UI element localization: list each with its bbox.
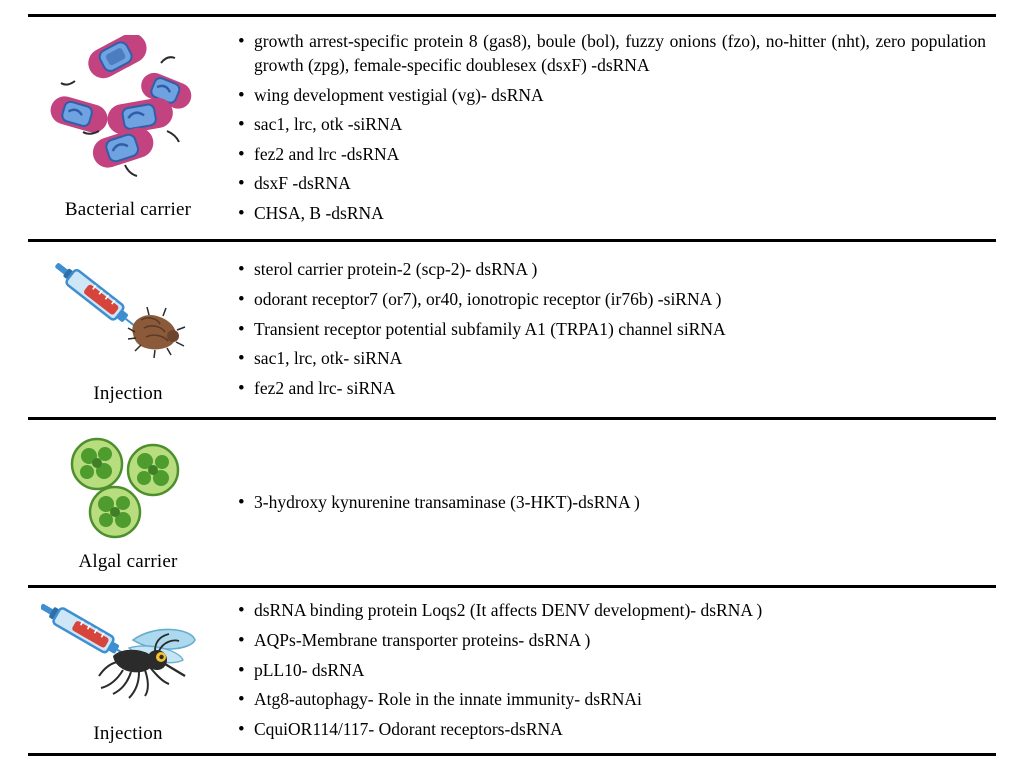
list-item: • pLL10- dsRNA [236,659,986,683]
icon-caption-algal-carrier: Algal carrier [78,551,178,572]
target-list-injection-larva [236,258,986,400]
icon-caption-injection-mosquito: Injection [93,723,163,744]
list-cell-bacterial-carrier [228,30,996,225]
top-spacer [28,0,996,14]
list-item: • sac1, lrc, otk -siRNA [236,113,986,137]
bacteria-cluster-icon [43,35,213,195]
icon-cell-injection-larva [28,254,228,405]
syringe-injection-mosquito-icon [41,596,216,719]
icon-cell-bacterial-carrier [28,35,228,221]
list-item: • growth arrest-specific protein 8 (gas8), boule (bol), fuzzy onions (fzo), no-hitter (nht), zero population growth (zpg), female-specific doublesex (dsxF) -dsRNA [236,30,986,77]
list-item: • dsRNA binding protein Loqs2 (It affects DENV development)- dsRNA ) [236,599,986,623]
list-item: • 3-hydroxy kynurenine transaminase (3-HKT)-dsRNA ) [236,491,986,515]
list-item: • wing development vestigial (vg)- dsRNA [236,84,986,108]
list-item: • dsxF -dsRNA [236,172,986,196]
list-item: • Transient receptor potential subfamily A1 (TRPA1) channel siRNA [236,318,986,342]
list-item: • sterol carrier protein-2 (scp-2)- dsRNA ) [236,258,986,282]
syringe-injection-larva-icon [43,254,213,379]
list-item: • CHSA, B -dsRNA [236,202,986,226]
row-injection-mosquito [28,588,996,753]
row-injection-larva [28,242,996,417]
icon-caption-bacterial-carrier: Bacterial carrier [64,199,192,220]
icon-caption-injection-larva: Injection [93,383,163,404]
list-item: • sac1, lrc, otk- siRNA [236,347,986,371]
list-item: • Atg8-autophagy- Role in the innate immunity- dsRNAi [236,688,986,712]
list-item: • AQPs-Membrane transporter proteins- dsRNA ) [236,629,986,653]
list-item: • fez2 and lrc -dsRNA [236,143,986,167]
target-list-algal-carrier [236,491,986,515]
target-list-bacterial-carrier [236,30,986,225]
icon-cell-injection-mosquito [28,596,228,745]
list-item: • fez2 and lrc- siRNA [236,377,986,401]
algae-cells-icon [53,432,203,547]
list-item: • odorant receptor7 (or7), or40, ionotropic receptor (ir76b) -siRNA ) [236,288,986,312]
bottom-spacer [28,756,996,772]
list-cell-algal-carrier [228,491,996,515]
row-bacterial-carrier [28,17,996,239]
list-cell-injection-mosquito [228,599,996,741]
target-list-injection-mosquito [236,599,986,741]
list-item: • CquiOR114/117- Odorant receptors-dsRNA [236,718,986,742]
list-cell-injection-larva [228,258,996,400]
row-algal-carrier [28,420,996,585]
icon-cell-algal-carrier [28,432,228,573]
